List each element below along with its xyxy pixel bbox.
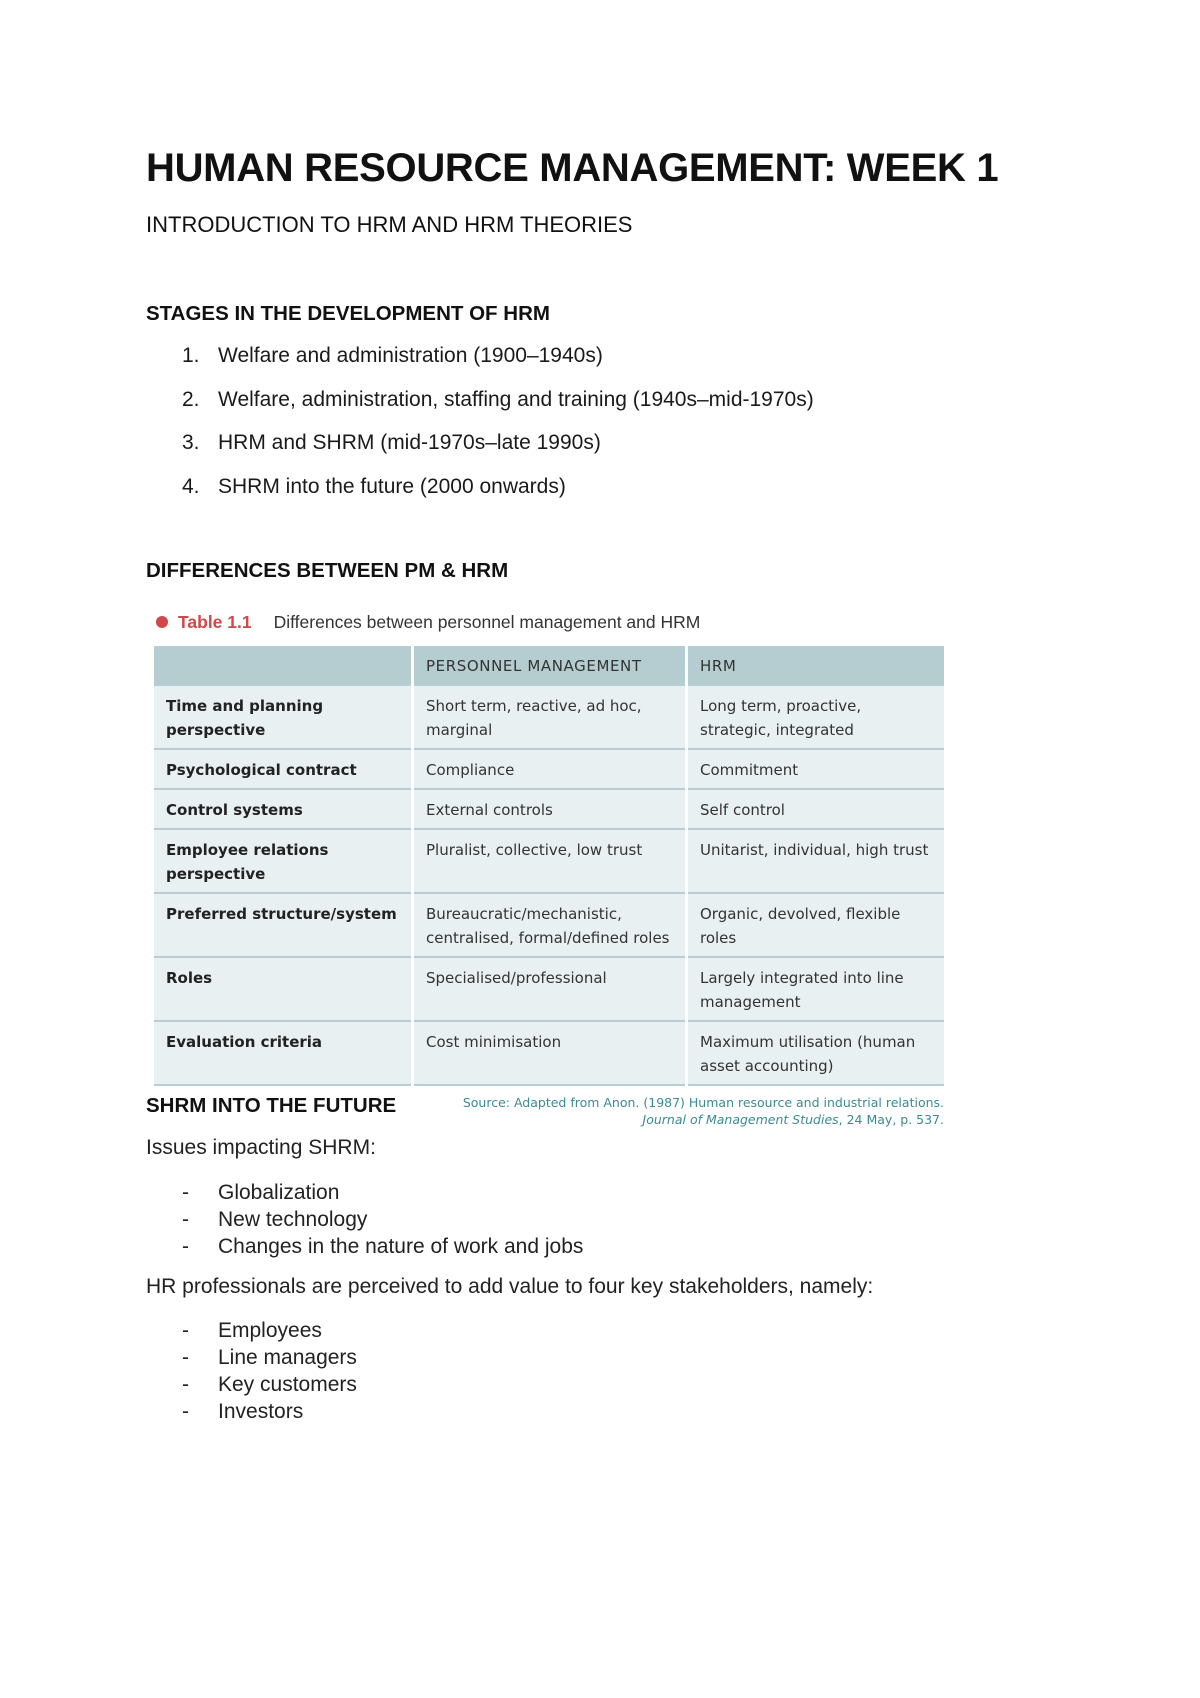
- caption-text: Differences between personnel management and HRM: [273, 611, 701, 632]
- table-row: [154, 893, 944, 957]
- list-item-text: Globalization: [218, 1181, 340, 1204]
- list-item-text: Line managers: [218, 1346, 357, 1369]
- row-label: Control systems: [154, 789, 413, 829]
- page-subtitle: INTRODUCTION TO HRM AND HRM THEORIES: [146, 212, 633, 237]
- dash-bullet: -: [182, 1346, 189, 1369]
- pm-cell: Compliance: [413, 749, 687, 789]
- list-item-text: Changes in the nature of work and jobs: [218, 1235, 584, 1258]
- source-journal: Journal of Management Studies: [642, 1112, 839, 1127]
- list-item-text: New technology: [218, 1208, 368, 1231]
- dash-bullet: -: [182, 1400, 189, 1423]
- list-item: [182, 1318, 357, 1345]
- table-row: [154, 829, 944, 893]
- table-figure: [154, 608, 944, 1128]
- pm-cell: Specialised/professional: [413, 957, 687, 1021]
- hrm-cell: Commitment: [687, 749, 945, 789]
- list-item: [182, 1345, 357, 1372]
- table-row: [154, 749, 944, 789]
- source-line: Source: Adapted from Anon. (1987) Human resource and industrial relations.: [462, 1095, 944, 1110]
- stages-heading: STAGES IN THE DEVELOPMENT OF HRM: [146, 302, 550, 325]
- hrm-cell: Long term, proactive, strategic, integrated: [687, 685, 945, 749]
- page-title: HUMAN RESOURCE MANAGEMENT: WEEK 1: [146, 146, 999, 190]
- row-label: Employee relations perspective: [154, 829, 413, 893]
- header-cell-empty: [154, 646, 413, 685]
- header-cell-hrm: HRM: [687, 646, 945, 685]
- list-item-text: HRM and SHRM (mid-1970s–late 1990s): [218, 431, 601, 454]
- list-item: [182, 425, 814, 469]
- list-item-text: Employees: [218, 1319, 322, 1342]
- list-item-text: Investors: [218, 1400, 304, 1423]
- row-label: Roles: [154, 957, 413, 1021]
- table-row: [154, 789, 944, 829]
- caption-bullet-icon: [156, 616, 168, 628]
- list-number: 1.: [182, 344, 200, 367]
- row-label: Psychological contract: [154, 749, 413, 789]
- source-tail: , 24 May, p. 537.: [838, 1112, 944, 1127]
- header-cell-personnel-management: PERSONNEL MANAGEMENT: [413, 646, 687, 685]
- list-item: [182, 469, 814, 513]
- table-row: [154, 1021, 944, 1085]
- hrm-cell: Maximum utilisation (human asset accounting): [687, 1021, 945, 1085]
- list-item-text: SHRM into the future (2000 onwards): [218, 474, 566, 498]
- list-number: 2.: [182, 387, 200, 411]
- list-item: [182, 1207, 583, 1234]
- table-row: [154, 685, 944, 749]
- hrm-cell: Largely integrated into line management: [687, 957, 945, 1021]
- stakeholders-intro: HR professionals are perceived to add value to four key stakeholders, namely:: [146, 1275, 874, 1298]
- list-item: [182, 1180, 583, 1207]
- dash-bullet: -: [182, 1208, 189, 1231]
- pm-cell: Pluralist, collective, low trust: [413, 829, 687, 893]
- caption-label: Table 1.1: [178, 611, 252, 632]
- hrm-cell: Unitarist, individual, high trust: [687, 829, 945, 893]
- pm-hrm-table: [154, 646, 944, 1086]
- dash-bullet: -: [182, 1181, 189, 1204]
- list-item: [182, 338, 814, 382]
- list-item-text: Welfare and administration (1900–1940s): [218, 344, 603, 367]
- issues-list: [182, 1180, 583, 1261]
- list-number: 4.: [182, 474, 200, 498]
- table-row: [154, 957, 944, 1021]
- pm-cell: Cost minimisation: [413, 1021, 687, 1085]
- pm-cell: Short term, reactive, ad hoc, marginal: [413, 685, 687, 749]
- list-item: [182, 1399, 357, 1426]
- table-header-row: [154, 646, 944, 685]
- hrm-cell: Self control: [687, 789, 945, 829]
- pm-cell: External controls: [413, 789, 687, 829]
- list-item: [182, 382, 814, 426]
- list-item: [182, 1234, 583, 1261]
- list-item-text: Welfare, administration, staffing and training (1940s–mid-1970s): [218, 387, 814, 411]
- list-item: [182, 1372, 357, 1399]
- dash-bullet: -: [182, 1373, 189, 1396]
- list-number: 3.: [182, 431, 200, 454]
- hrm-cell: Organic, devolved, flexible roles: [687, 893, 945, 957]
- stages-list: [182, 338, 814, 512]
- dash-bullet: -: [182, 1235, 189, 1258]
- list-item-text: Key customers: [218, 1373, 357, 1396]
- issues-intro: Issues impacting SHRM:: [146, 1136, 376, 1159]
- stakeholders-list: [182, 1318, 357, 1426]
- dash-bullet: -: [182, 1319, 189, 1342]
- differences-heading: DIFFERENCES BETWEEN PM & HRM: [146, 559, 509, 582]
- row-label: Time and planning perspective: [154, 685, 413, 749]
- pm-cell: Bureaucratic/mechanistic, centralised, formal/defined roles: [413, 893, 687, 957]
- row-label: Preferred structure/system: [154, 893, 413, 957]
- row-label: Evaluation criteria: [154, 1021, 413, 1085]
- table-caption: [154, 608, 944, 636]
- future-heading: SHRM INTO THE FUTURE: [146, 1094, 397, 1117]
